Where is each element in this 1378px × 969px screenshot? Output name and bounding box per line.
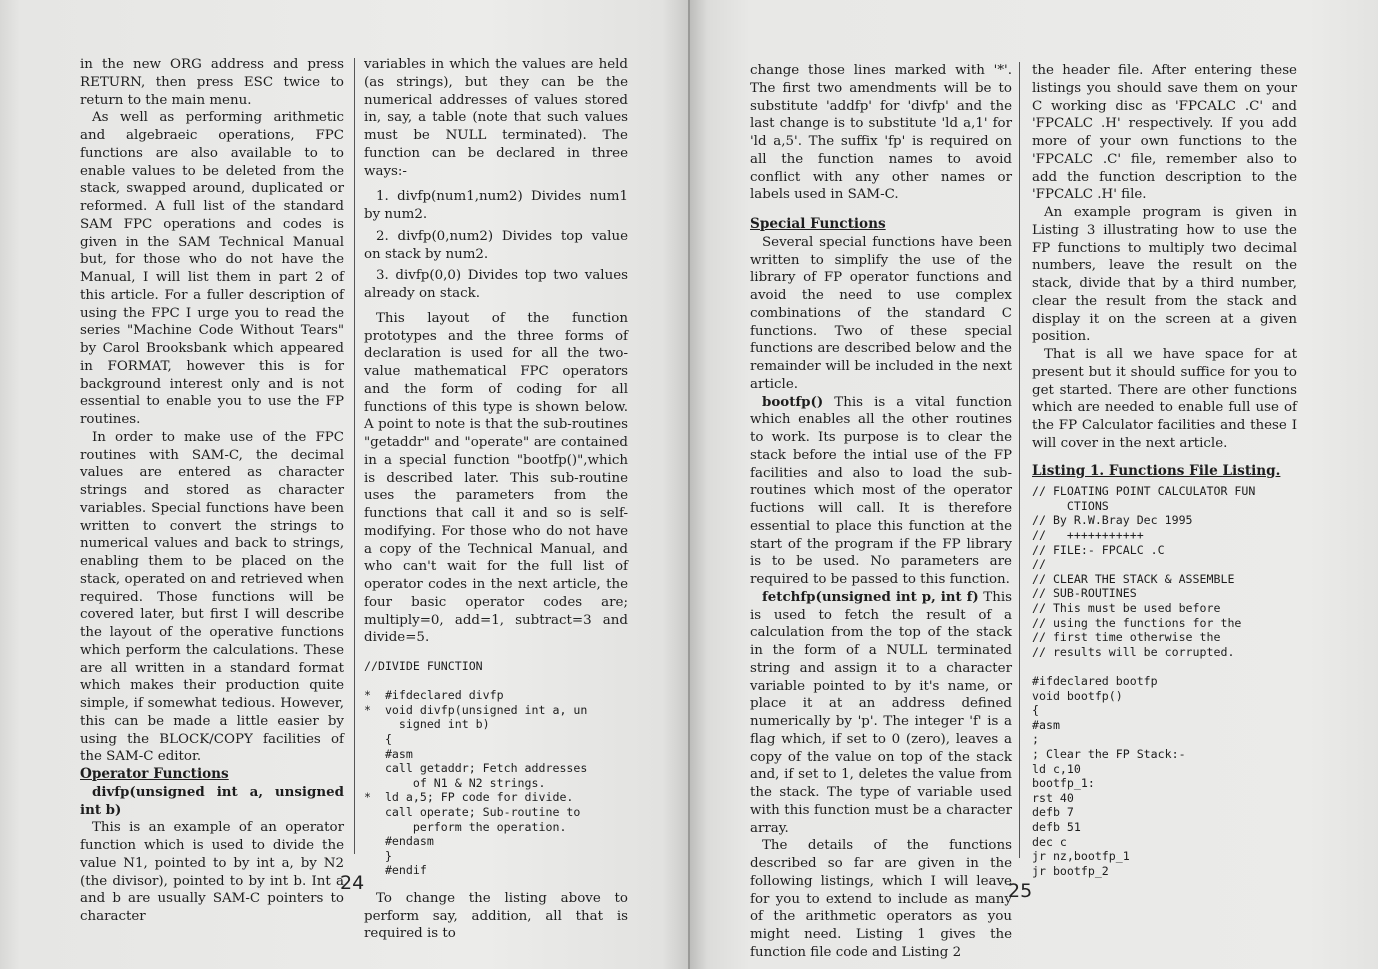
paragraph: variables in which the values are held (as strings), but they can be the numerical addresses of values stored in, say, a table (note that such values must be NULL terminated). The function can be declared in three ways:- <box>364 57 628 179</box>
paragraph: That is all we have space for at present but it should suffice for you to get started. There are other functions which are needed to enable full use of the FP Calculator facilities and these I will cover in the next article. <box>1032 347 1297 451</box>
code-listing-1: // FLOATING POINT CALCULATOR FUN CTIONS // By R.W.Bray Dec 1995 // +++++++++++ // FILE:- FPCALC .C // // CLEAR THE STACK & ASSEMBLE // SUB-ROUTINES // This must be used before // using the functions for the // first time otherwise the // results will be corrupted. #ifdeclared bootfp void bootfp() { #asm ; ; Clear the FP Stack:- ld c,10 bootfp_1: rst 40 defb 7 defb 51 dec c jr nz,bootfp_1 jr bootfp_2 <box>1032 484 1256 878</box>
page-number: 25 <box>1008 880 1033 902</box>
paragraph: in the new ORG address and press RETURN, then press ESC twice to return to the main menu. <box>80 57 344 108</box>
paragraph: To change the listing above to perform say, addition, all that is required is to <box>364 890 628 942</box>
paragraph: This layout of the function prototypes and the three forms of declaration is used for all the two-value mathematical FPC operators and the form of coding for all functions of this type is shown below. A point to note is that the sub-routines "getaddr" and "operate" are contained in a special function "bootfp()",which is described later. This sub-routine uses the parameters from the functions that call it and so is self-modifying. For those who do not have a copy of the Technical Manual, and who can't wait for the full list of operator codes in the next article, the four basic operator codes are; multiply=0, add=1, subtract=3 and divide=5. <box>364 310 628 646</box>
paragraph: The details of the functions described so far are given in the following listings, which I will leave for you to extend to include as many of the arithmetic operators as you might need. Listing 1 gives the function file code and Listing 2 <box>750 838 1012 960</box>
function-name: bootfp() <box>762 393 824 410</box>
list-item: 1. divfp(num1,num2) Divides num1 by num2. <box>364 189 628 222</box>
list-item: 3. divfp(0,0) Divides top two values already on stack. <box>364 268 628 301</box>
right-column-2 <box>1032 62 1297 878</box>
list-item: 2. divfp(0,num2) Divides top value on stack by num2. <box>364 228 628 262</box>
section-heading: Operator Functions <box>80 766 229 782</box>
left-column-1 <box>80 56 344 926</box>
left-column-2 <box>364 56 628 943</box>
paragraph-bootfp: bootfp() This is a vital function which enables all the other routines to work. Its purpose is to clear the stack before the intial use of the FP facilities and also to load the sub-routines which most of the operator fuctions will call. It is therefore essential to place this function at the start of the program if the FP library is to be used. No parameters are required to be passed to this function. <box>750 393 1012 587</box>
paragraph: As well as performing arithmetic and algebraeic operations, FPC functions are also available to to enable values to be deleted from the stack, swapped around, duplicated or reformed. A full list of the standard SAM FPC operations and codes is given in the SAM Technical Manual but, for those who do not have the Manual, I will list them in part 2 of this article. For a fuller description of using the FPC I urge you to read the series "Machine Code Without Tears" by Carol Brooksbank which appeared in FORMAT, however this is for background interest only and is not essential to enable you to use the FP routines. <box>80 110 344 427</box>
paragraph: the header file. After entering these listings you should save them on your C working disc as 'FPCALC .C' and 'FPCALC .H' respectively. If you add more of your own functions to the 'FPCALC .C' file, remember also to add the function description to the 'FPCALC .H' file. <box>1032 63 1297 203</box>
paragraph: Several special functions have been written to simplify the use of the library of FP operator functions and avoid the need to use complex combinations of the standard C functions. Two of these special functions are described below and the remainder will be included in the next article. <box>750 234 1012 392</box>
paragraph: In order to make use of the FPC routines with SAM-C, the decimal values are entered as character strings and stored as character variables. Special functions have been written to convert the strings to numerical values and back to strings, enabling them to be placed on the stack, operated on and retrieved when required. Those functions will be covered later, but first I will describe the layout of the operative functions which perform the calculations. These are all written in a standard format which makes their production quite simple, if somewhat tedious. However, this can be made a little easier by using the BLOCK/COPY facilities of the SAM-C editor. <box>80 429 344 765</box>
page-number: 24 <box>340 872 365 894</box>
column-divider <box>1019 62 1020 858</box>
declaration-list <box>364 188 628 303</box>
paragraph-fetchfp: fetchfp(unsigned int p, int f) This is used to fetch the result of a calculation from the top of the stack in the form of a NULL terminated string and assign it to a character variable pointed to by it's name, or place it at an address defined numerically by 'p'. The integer 'f' is a flag which, if set to 0 (zero), leaves a copy of the value on top of the stack and, if set to 1, deletes the value from the stack. The type of variable used with this function must be a character array. <box>750 588 1013 836</box>
paragraph: change those lines marked with '*'. The first two amendments will be to substitute 'addfp' for 'divfp' and the last change is to substitute 'ld a,1' for 'ld a,5'. The suffix 'fp' is required on all the function names to avoid conflict with any other names or labels used in SAM-C. <box>750 63 1012 203</box>
section-heading: Special Functions <box>750 216 886 232</box>
function-subheading: divfp(unsigned int a, unsigned int b) <box>80 783 344 818</box>
paragraph: This is an example of an operator function which is used to divide the value N1, pointed to by int a, by N2 (the divisor), pointed to by int b. Int a and b are usually SAM-C pointers to character <box>80 820 344 924</box>
right-column-1 <box>750 62 1012 962</box>
listing-heading: Listing 1. Functions File Listing. <box>1032 462 1281 479</box>
column-divider <box>354 58 355 854</box>
code-listing-divide: //DIVIDE FUNCTION * #ifdeclared divfp * void divfp(unsigned int a, un signed int b) { #asm call getaddr; Fetch addresses of N1 & N2 strings. * ld a,5; FP code for divide. call operate; Sub-routine to perform the operation. #endasm } #endif <box>364 659 588 878</box>
right-page <box>690 0 1378 969</box>
function-name: fetchfp(unsigned int p, int f) <box>762 588 979 605</box>
paragraph: An example program is given in Listing 3 illustrating how to use the FP functions to multiply two decimal numbers, leave the result on the stack, divide that by a third number, clear the result from the stack and display it on the screen at a given position. <box>1032 205 1297 345</box>
